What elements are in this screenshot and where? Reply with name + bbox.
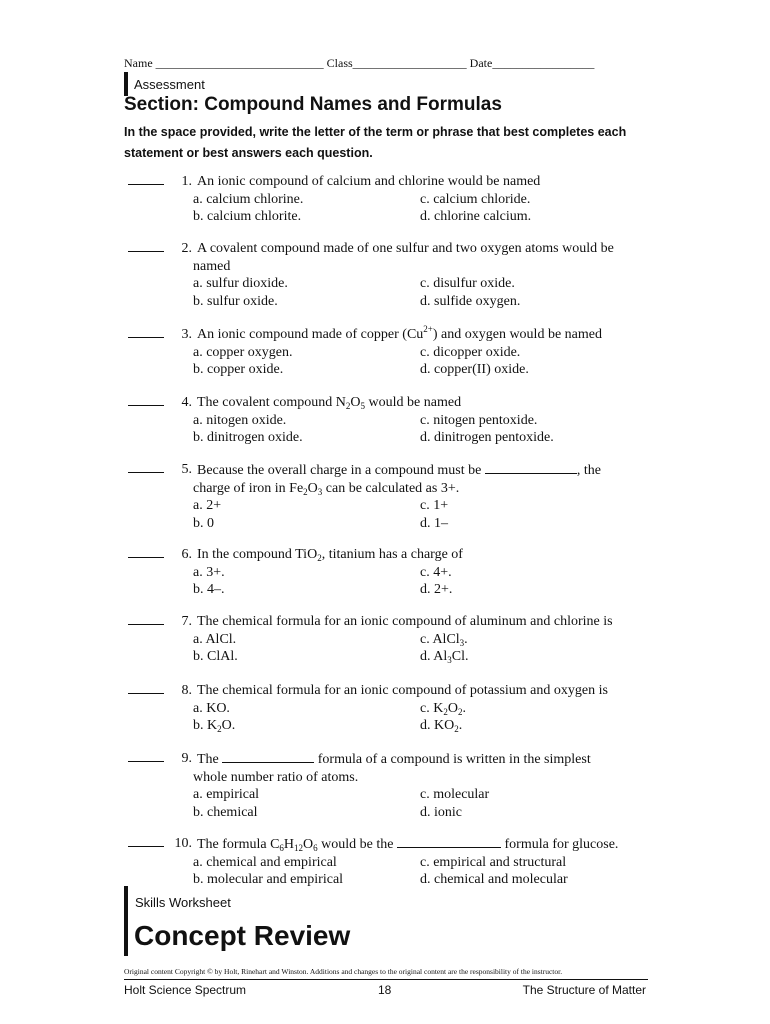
choice-c: c. disulfur oxide. [420, 276, 515, 291]
answer-blank-10[interactable] [128, 835, 164, 847]
choice-b: b. molecular and empirical [193, 872, 344, 887]
choice-b: b. sulfur oxide. [193, 293, 278, 309]
choice-b: b. copper oxide. [193, 362, 284, 377]
choice-d: d. 2+. [420, 582, 453, 597]
question-text: The formula of a compound is written in the simplest [197, 752, 591, 767]
choice-d: d. chemical and molecular [420, 872, 568, 887]
name-label: Name [124, 56, 153, 70]
choice-a: a. copper oxygen. [193, 344, 293, 360]
date-field[interactable]: _________________ [492, 56, 595, 70]
choice-c: c. $K_2O_2$. [420, 700, 466, 717]
choice-b: b. 0 [193, 515, 214, 531]
question-9 [128, 750, 648, 821]
choice-d: d. ionic [420, 804, 462, 820]
concept-review-title: Concept Review [134, 920, 351, 951]
answer-blank-2[interactable] [128, 240, 164, 252]
fill-in-blank [222, 750, 314, 763]
class-field[interactable]: ___________________ [352, 56, 467, 70]
section-title: Section: Compound Names and Formulas [124, 94, 502, 115]
answer-blank-9[interactable] [128, 750, 164, 762]
question-text-cont: whole number ratio of atoms. [193, 769, 359, 785]
question-8 [128, 682, 648, 735]
question-3 [128, 326, 648, 379]
question-5 [128, 461, 648, 532]
choice-c: c. 1+ [420, 498, 449, 513]
choice-c: c. empirical and structural [420, 854, 567, 870]
question-number: 3. [181, 327, 192, 342]
question-7 [128, 613, 648, 666]
skills-worksheet-label: Skills Worksheet [135, 895, 231, 910]
choice-a: a. 3+. [193, 564, 225, 580]
question-text: An ionic compound made of copper $(Cu^{2+})$ and oxygen would be named [197, 324, 602, 342]
class-label: Class [326, 56, 353, 70]
date-label: Date [469, 56, 493, 70]
choice-d: d. copper(II) oxide. [420, 362, 529, 377]
choice-a: a. nitogen oxide. [193, 412, 287, 428]
choice-b: b. dinitrogen oxide. [193, 430, 303, 445]
answer-blank-5[interactable] [128, 461, 164, 473]
footer-book-title: Holt Science Spectrum [124, 983, 247, 997]
answer-blank-4[interactable] [128, 394, 164, 406]
copyright-notice: Original content Copyright © by Holt, Rinehart and Winston. Additions and changes to the original content are the responsibility of the instructor. [124, 967, 563, 976]
name-field[interactable]: ____________________________ [155, 56, 324, 70]
choice-d: d. dinitrogen pentoxide. [420, 430, 554, 445]
choice-c: c. AlCl$_3$. [420, 631, 468, 648]
choice-b: b. $K_2O$. [193, 718, 236, 734]
question-text: Because the overall charge in a compound must be , the [197, 463, 601, 478]
choice-a: a. sulfur dioxide. [193, 276, 288, 291]
question-text: An ionic compound of calcium and chlorine would be named [197, 174, 541, 189]
choice-a: a. empirical [193, 787, 260, 802]
assessment-label: Assessment [134, 77, 205, 92]
question-text-cont: charge of iron in $Fe_2O_3$ can be calculated as 3+. [193, 480, 460, 497]
answer-blank-1[interactable] [128, 173, 164, 185]
student-info-header [124, 56, 594, 71]
question-1 [128, 173, 648, 226]
choice-d: d. chlorine calcium. [420, 209, 532, 224]
answer-blank-7[interactable] [128, 613, 164, 625]
instructions: In the space provided, write the letter of the term or phrase that best completes each statement or best answers each question. [124, 125, 627, 160]
question-number: 7. [181, 614, 192, 629]
choice-d: d. $KO_2$. [420, 718, 463, 734]
question-6 [128, 546, 648, 599]
question-text: In the compound TiO$_2$, titanium has a charge of [197, 547, 463, 563]
answer-blank-6[interactable] [128, 546, 164, 558]
question-text: The formula $C_6H_{12}O_6$ would be the formula for glucose. [197, 837, 619, 853]
choice-b: b. chemical [193, 804, 258, 820]
choice-c: c. dicopper oxide. [420, 344, 521, 360]
choice-a: a. calcium chlorine. [193, 191, 304, 207]
question-number: 2. [181, 241, 192, 256]
question-text: The covalent compound $N_2O_5$ would be named [197, 395, 462, 411]
choice-c: c. calcium chloride. [420, 191, 531, 207]
question-number: 6. [181, 547, 192, 562]
question-2 [128, 240, 648, 310]
choice-d: d. sulfide oxygen. [420, 293, 521, 309]
question-4 [128, 394, 648, 447]
question-text-cont: named [193, 258, 231, 274]
question-number: 9. [181, 751, 192, 766]
choice-a: a. AlCl. [193, 631, 237, 647]
question-number: 1. [181, 174, 192, 189]
choice-d: d. 1– [420, 515, 448, 531]
skills-bar [124, 886, 128, 956]
choice-a: a. chemical and empirical [193, 854, 337, 870]
footer-chapter-title: The Structure of Matter [522, 983, 646, 997]
question-number: 10. [174, 836, 192, 851]
choice-c: c. 4+. [420, 564, 452, 580]
question-number: 4. [181, 395, 192, 410]
question-10 [128, 835, 658, 889]
choice-b: b. calcium chlorite. [193, 209, 302, 224]
footer-divider [124, 979, 648, 980]
question-number: 8. [181, 683, 192, 698]
choice-d: d. $Al_3Cl$. [420, 649, 469, 665]
choice-a: a. 2+ [193, 498, 222, 513]
question-text: A covalent compound made of one sulfur and two oxygen atoms would be [197, 241, 614, 256]
assessment-bar [124, 72, 128, 96]
page-number: 18 [378, 983, 392, 997]
answer-blank-8[interactable] [128, 682, 164, 694]
choice-a: a. KO. [193, 700, 230, 716]
question-number: 5. [181, 462, 192, 477]
fill-in-blank [485, 461, 577, 474]
answer-blank-3[interactable] [128, 326, 164, 338]
choice-c: c. nitogen pentoxide. [420, 412, 538, 428]
question-text: The chemical formula for an ionic compound of potassium and oxygen is [197, 683, 608, 698]
choice-b: b. 4–. [193, 582, 225, 597]
fill-in-blank [397, 835, 501, 848]
choice-c: c. molecular [420, 787, 490, 802]
question-text: The chemical formula for an ionic compound of aluminum and chlorine is [197, 614, 613, 629]
choice-b: b. ClAl. [193, 649, 238, 664]
